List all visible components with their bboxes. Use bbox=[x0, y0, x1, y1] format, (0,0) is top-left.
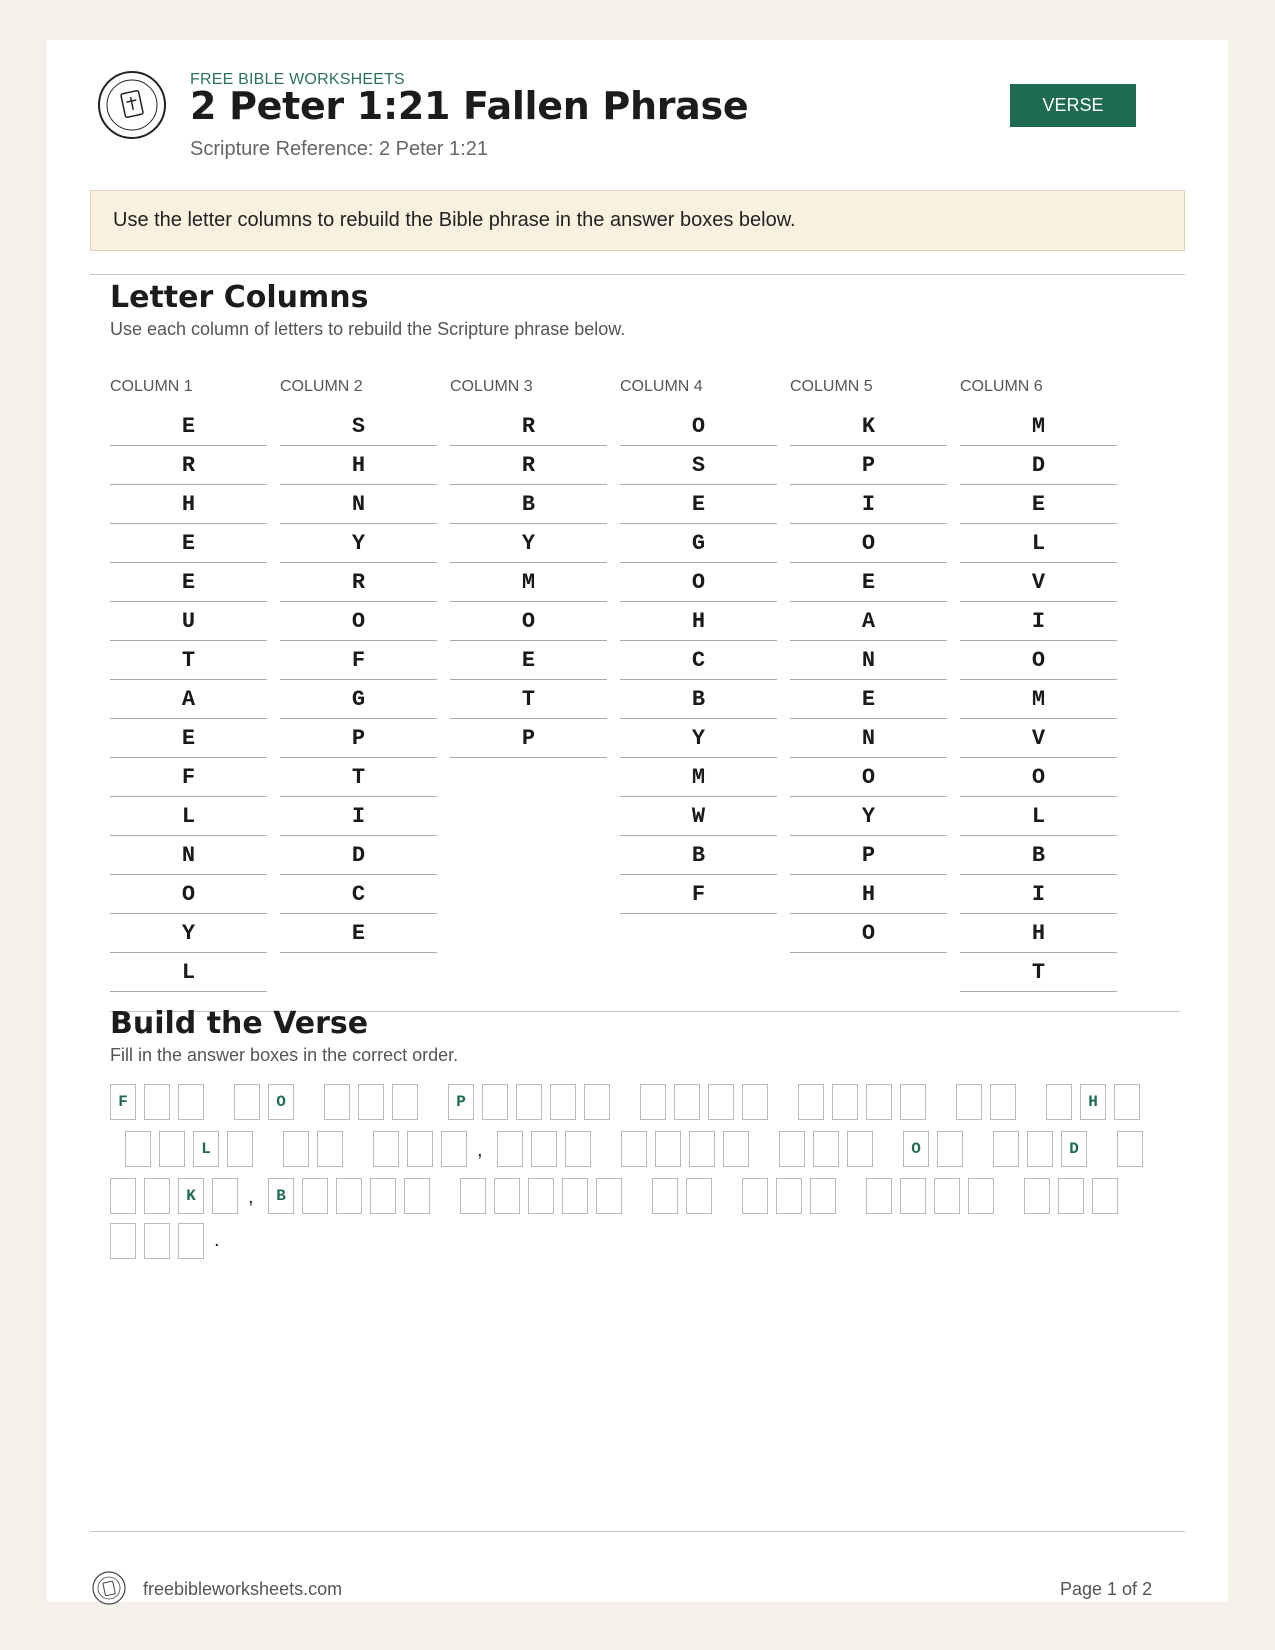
answer-box[interactable] bbox=[441, 1131, 467, 1167]
column-letter: P bbox=[790, 836, 947, 875]
answer-box[interactable] bbox=[370, 1178, 396, 1214]
column-label: COLUMN 5 bbox=[790, 378, 873, 395]
column-letter: S bbox=[280, 407, 437, 446]
answer-box[interactable] bbox=[110, 1178, 136, 1214]
column-letter: T bbox=[450, 680, 607, 719]
column-letter: H bbox=[110, 485, 267, 524]
answer-box[interactable] bbox=[212, 1178, 238, 1214]
column-letter: Y bbox=[620, 719, 777, 758]
answer-box[interactable] bbox=[723, 1131, 749, 1167]
column-letter: E bbox=[110, 524, 267, 563]
column-label: COLUMN 6 bbox=[960, 378, 1043, 395]
answer-box[interactable] bbox=[392, 1084, 418, 1120]
answer-box[interactable]: H bbox=[1080, 1084, 1106, 1120]
column-letter: F bbox=[620, 875, 777, 914]
answer-box[interactable]: O bbox=[903, 1131, 929, 1167]
column-letter: V bbox=[960, 563, 1117, 602]
column-letter: Y bbox=[280, 524, 437, 563]
answer-box[interactable] bbox=[1092, 1178, 1118, 1214]
column-letter: C bbox=[620, 641, 777, 680]
column-letter: U bbox=[110, 602, 267, 641]
answer-box[interactable] bbox=[596, 1178, 622, 1214]
answer-box[interactable] bbox=[494, 1178, 520, 1214]
answer-box[interactable] bbox=[621, 1131, 647, 1167]
answer-box[interactable] bbox=[640, 1084, 666, 1120]
answer-box[interactable] bbox=[283, 1131, 309, 1167]
answer-box[interactable] bbox=[1058, 1178, 1084, 1214]
answer-box[interactable] bbox=[1024, 1178, 1050, 1214]
answer-box[interactable] bbox=[302, 1178, 328, 1214]
answer-box[interactable]: P bbox=[448, 1084, 474, 1120]
column-letter: W bbox=[620, 797, 777, 836]
column-letter: T bbox=[280, 758, 437, 797]
column-letter: I bbox=[280, 797, 437, 836]
column-letter: I bbox=[960, 875, 1117, 914]
column-letter: Y bbox=[110, 914, 267, 953]
column-letter: N bbox=[790, 719, 947, 758]
answer-box[interactable] bbox=[832, 1084, 858, 1120]
answer-box[interactable] bbox=[144, 1084, 170, 1120]
answer-box[interactable] bbox=[460, 1178, 486, 1214]
column-letter: O bbox=[450, 602, 607, 641]
answer-box[interactable] bbox=[159, 1131, 185, 1167]
answer-box[interactable] bbox=[968, 1178, 994, 1214]
answer-box[interactable] bbox=[742, 1178, 768, 1214]
answer-box[interactable] bbox=[144, 1178, 170, 1214]
answer-box[interactable] bbox=[404, 1178, 430, 1214]
answer-box[interactable] bbox=[516, 1084, 542, 1120]
letter-columns-title: Letter Columns bbox=[110, 280, 369, 315]
column-letter: R bbox=[110, 446, 267, 485]
column-letter: F bbox=[110, 758, 267, 797]
worksheet-page bbox=[47, 40, 1228, 1602]
answer-box[interactable] bbox=[565, 1131, 591, 1167]
column-letter: B bbox=[620, 680, 777, 719]
answer-box[interactable]: O bbox=[268, 1084, 294, 1120]
footer-page-number: Page 1 of 2 bbox=[1060, 1579, 1153, 1599]
column-letter: O bbox=[620, 563, 777, 602]
column-letter: M bbox=[450, 563, 607, 602]
answer-box[interactable] bbox=[708, 1084, 734, 1120]
answer-box[interactable]: B bbox=[268, 1178, 294, 1214]
answer-box[interactable] bbox=[934, 1178, 960, 1214]
footer-divider bbox=[90, 1531, 1185, 1532]
answer-box[interactable] bbox=[674, 1084, 700, 1120]
column-letter: H bbox=[620, 602, 777, 641]
letter-column bbox=[960, 378, 1117, 992]
verse-punctuation: , bbox=[477, 1139, 483, 1161]
column-letter: R bbox=[450, 446, 607, 485]
section-divider bbox=[90, 274, 1185, 275]
answer-box[interactable] bbox=[324, 1084, 350, 1120]
answer-box[interactable] bbox=[900, 1178, 926, 1214]
column-letter: O bbox=[790, 914, 947, 953]
column-letter: M bbox=[960, 680, 1117, 719]
answer-box[interactable] bbox=[798, 1084, 824, 1120]
footer-site: freebibleworksheets.com bbox=[143, 1579, 343, 1599]
answer-box[interactable] bbox=[990, 1084, 1016, 1120]
answer-box[interactable] bbox=[1114, 1084, 1140, 1120]
column-letter: E bbox=[110, 407, 267, 446]
answer-box[interactable] bbox=[993, 1131, 1019, 1167]
answer-box[interactable] bbox=[178, 1223, 204, 1259]
column-letter: B bbox=[620, 836, 777, 875]
column-letter: O bbox=[790, 758, 947, 797]
answer-box[interactable] bbox=[956, 1084, 982, 1120]
column-letter: F bbox=[280, 641, 437, 680]
column-letter: G bbox=[280, 680, 437, 719]
column-letter: L bbox=[960, 524, 1117, 563]
column-letter: L bbox=[960, 797, 1117, 836]
build-verse-title: Build the Verse bbox=[110, 1006, 369, 1041]
answer-box[interactable] bbox=[234, 1084, 260, 1120]
letter-column bbox=[620, 378, 777, 914]
answer-box[interactable] bbox=[336, 1178, 362, 1214]
column-letter: B bbox=[960, 836, 1117, 875]
scripture-reference: Scripture Reference: 2 Peter 1:21 bbox=[190, 138, 488, 160]
verse-punctuation: . bbox=[214, 1229, 220, 1251]
answer-box[interactable] bbox=[900, 1084, 926, 1120]
column-label: COLUMN 1 bbox=[110, 378, 193, 395]
column-letter: I bbox=[790, 485, 947, 524]
column-letter: I bbox=[960, 602, 1117, 641]
brand-eyebrow: FREE BIBLE WORKSHEETS bbox=[190, 71, 405, 88]
answer-box[interactable]: K bbox=[178, 1178, 204, 1214]
column-label: COLUMN 4 bbox=[620, 378, 703, 395]
letter-columns-subtitle: Use each column of letters to rebuild the Scripture phrase below. bbox=[110, 319, 626, 339]
column-letter: A bbox=[110, 680, 267, 719]
column-letter: N bbox=[790, 641, 947, 680]
column-letter: S bbox=[620, 446, 777, 485]
column-letter: N bbox=[110, 836, 267, 875]
column-letter: P bbox=[450, 719, 607, 758]
answer-box[interactable] bbox=[866, 1084, 892, 1120]
verse-puzzle-badge: VERSE PUZZLE bbox=[1010, 84, 1136, 127]
column-letter: Y bbox=[450, 524, 607, 563]
answer-box[interactable] bbox=[482, 1084, 508, 1120]
column-letter: O bbox=[790, 524, 947, 563]
answer-box[interactable] bbox=[847, 1131, 873, 1167]
answer-box[interactable] bbox=[407, 1131, 433, 1167]
answer-box[interactable] bbox=[810, 1178, 836, 1214]
column-letter: D bbox=[960, 446, 1117, 485]
column-letter: E bbox=[620, 485, 777, 524]
column-label: COLUMN 3 bbox=[450, 378, 533, 395]
column-letter: L bbox=[110, 797, 267, 836]
answer-box[interactable] bbox=[373, 1131, 399, 1167]
verse-punctuation: , bbox=[248, 1186, 254, 1208]
answer-box[interactable] bbox=[110, 1223, 136, 1259]
answer-box[interactable] bbox=[1046, 1084, 1072, 1120]
answer-box[interactable] bbox=[497, 1131, 523, 1167]
answer-box[interactable] bbox=[937, 1131, 963, 1167]
column-letter: B bbox=[450, 485, 607, 524]
column-label: COLUMN 2 bbox=[280, 378, 363, 395]
column-letter: R bbox=[450, 407, 607, 446]
answer-box[interactable] bbox=[655, 1131, 681, 1167]
column-letter: E bbox=[110, 719, 267, 758]
answer-box[interactable]: D bbox=[1061, 1131, 1087, 1167]
letter-column bbox=[110, 378, 267, 992]
column-letter: E bbox=[790, 563, 947, 602]
answer-box[interactable] bbox=[652, 1178, 678, 1214]
column-letter: L bbox=[110, 953, 267, 992]
instructions-box: Use the letter columns to rebuild the Bible phrase in the answer boxes below. bbox=[90, 190, 1185, 251]
answer-box[interactable] bbox=[742, 1084, 768, 1120]
column-letter: O bbox=[110, 875, 267, 914]
column-letter: E bbox=[960, 485, 1117, 524]
answer-box[interactable] bbox=[317, 1131, 343, 1167]
column-letter: O bbox=[960, 758, 1117, 797]
build-verse-subtitle: Fill in the answer boxes in the correct order. bbox=[110, 1045, 459, 1065]
answer-box[interactable] bbox=[562, 1178, 588, 1214]
answer-box[interactable] bbox=[779, 1131, 805, 1167]
column-letter: K bbox=[790, 407, 947, 446]
column-letter: E bbox=[280, 914, 437, 953]
page-title: 2 Peter 1:21 Fallen Phrase bbox=[190, 84, 749, 128]
answer-box[interactable] bbox=[689, 1131, 715, 1167]
column-letter: E bbox=[450, 641, 607, 680]
footer-logo-icon bbox=[92, 1571, 126, 1605]
answer-box[interactable] bbox=[776, 1178, 802, 1214]
column-letter: H bbox=[790, 875, 947, 914]
answer-box[interactable] bbox=[358, 1084, 384, 1120]
answer-box[interactable]: F bbox=[110, 1084, 136, 1120]
answer-box[interactable] bbox=[227, 1131, 253, 1167]
answer-box[interactable] bbox=[1117, 1131, 1143, 1167]
worksheet-logo-icon bbox=[97, 70, 167, 140]
column-letter: T bbox=[110, 641, 267, 680]
answer-box[interactable] bbox=[550, 1084, 576, 1120]
column-letter: E bbox=[790, 680, 947, 719]
column-letter: H bbox=[960, 914, 1117, 953]
letter-column bbox=[790, 378, 947, 953]
answer-box[interactable] bbox=[531, 1131, 557, 1167]
column-letter: O bbox=[280, 602, 437, 641]
answer-box[interactable] bbox=[125, 1131, 151, 1167]
column-letter: T bbox=[960, 953, 1117, 992]
answer-box[interactable] bbox=[813, 1131, 839, 1167]
column-letter: O bbox=[620, 407, 777, 446]
column-letter: E bbox=[110, 563, 267, 602]
answer-box[interactable] bbox=[584, 1084, 610, 1120]
letter-column bbox=[450, 378, 607, 758]
column-letter: M bbox=[960, 407, 1117, 446]
answer-box[interactable] bbox=[528, 1178, 554, 1214]
answer-box[interactable]: L bbox=[193, 1131, 219, 1167]
column-letter: D bbox=[280, 836, 437, 875]
column-letter: M bbox=[620, 758, 777, 797]
letter-column bbox=[280, 378, 437, 953]
answer-box[interactable] bbox=[686, 1178, 712, 1214]
column-letter: C bbox=[280, 875, 437, 914]
column-letter: V bbox=[960, 719, 1117, 758]
answer-box[interactable] bbox=[144, 1223, 170, 1259]
answer-box[interactable] bbox=[1027, 1131, 1053, 1167]
column-letter: Y bbox=[790, 797, 947, 836]
answer-box[interactable] bbox=[178, 1084, 204, 1120]
column-letter: P bbox=[280, 719, 437, 758]
column-letter: R bbox=[280, 563, 437, 602]
column-letter: P bbox=[790, 446, 947, 485]
column-letter: N bbox=[280, 485, 437, 524]
column-letter: G bbox=[620, 524, 777, 563]
answer-box[interactable] bbox=[866, 1178, 892, 1214]
column-letter: H bbox=[280, 446, 437, 485]
column-letter: O bbox=[960, 641, 1117, 680]
column-letter: A bbox=[790, 602, 947, 641]
